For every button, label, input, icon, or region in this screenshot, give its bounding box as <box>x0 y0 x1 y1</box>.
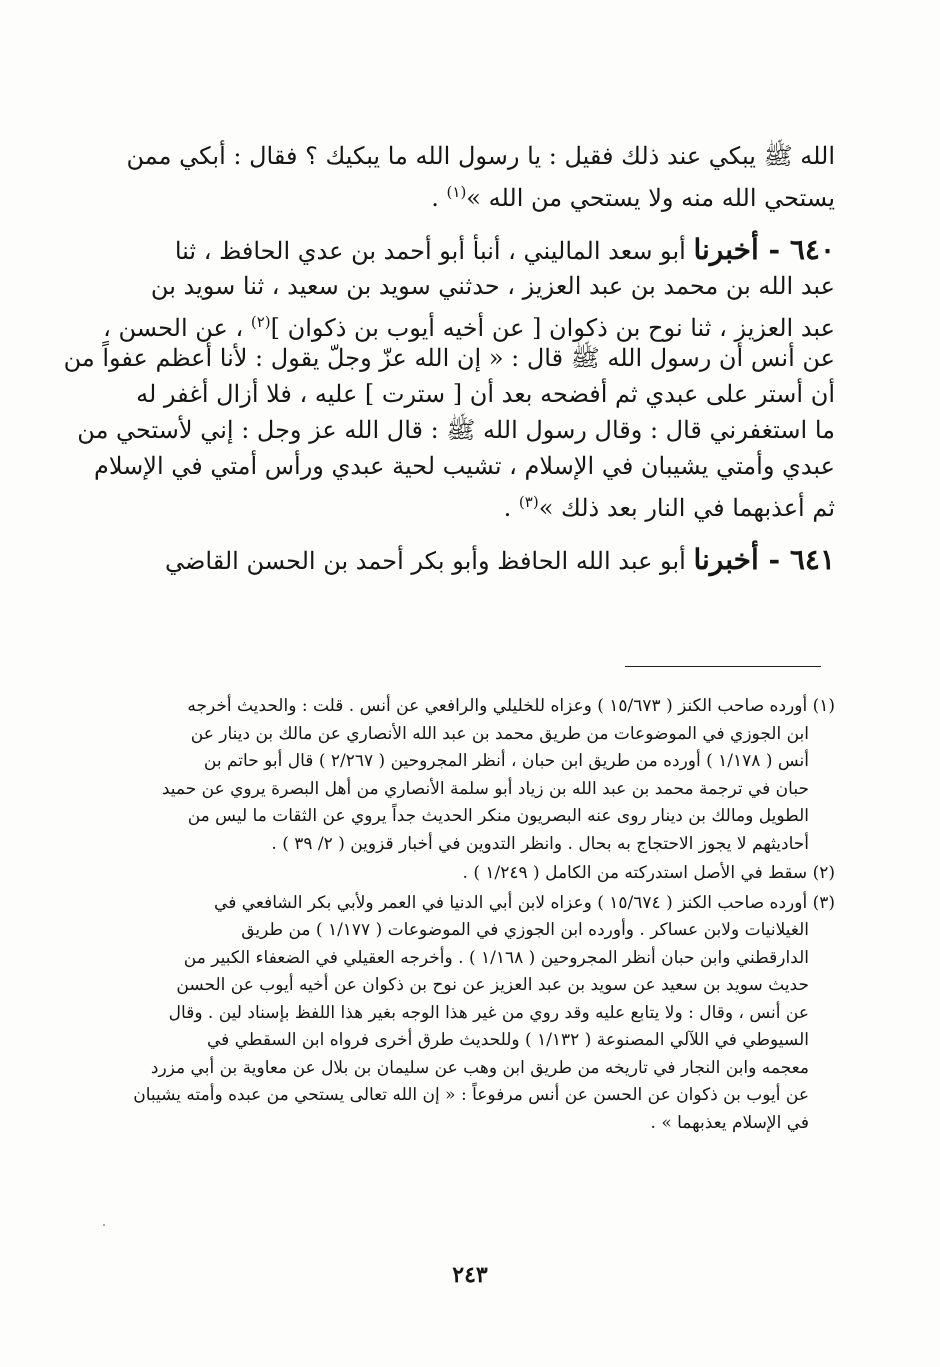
intro-line-1: الله ﷺ يبكي عند ذلك فقيل : يا رسول الله ما يبكيك ؟ فقال : أبكي ممن <box>126 142 835 170</box>
footnote-line: السيوطي في اللآلي المصنوعة ( ١/١٣٢ ) وللحديث طرق أخرى فرواه ابن السقطي في <box>207 1030 809 1050</box>
hadith-number: ٦٤٠ - <box>758 233 835 266</box>
hadith-640-line-1: ٦٤٠ - أخبرنا أبو سعد الماليني ، أنبأ أبو أحمد بن عدي الحافظ ، ثنا <box>174 233 835 266</box>
footnote-line: أنس ( ١/١٧٨ ) أورده من طريق ابن حبان ، أنظر المجروحين ( ٢/٢٦٧ ) قال أبو حاتم بن <box>203 751 809 771</box>
footnote-line: الدارقطني وابن حبان أنظر المجروحين ( ١/١٦٨ ) . وأخرجه العقيلي في الضعفاء الكبير من <box>183 947 809 968</box>
footnote-line: في الإسلام يعذبهما » . <box>650 1112 809 1133</box>
hadith-640-line-2: عبد الله بن محمد بن عبد العزيز ، حدثني سويد بن سعيد ، ثنا سويد بن <box>150 272 835 300</box>
footnote-line: الغيلانيات ولابن عساكر . وأورده ابن الجوزي في الموضوعات ( ١/١٧٧ ) من طريق <box>241 920 809 940</box>
footnote-ref-2[interactable]: (٢) <box>250 313 271 331</box>
footnote-ref-1[interactable]: (١) <box>446 183 467 201</box>
hadith-keyword: أخبرنا <box>693 543 759 576</box>
footnote-line: عن أيوب بن ذكوان عن الحسن عن أنس مرفوعاً : « إن الله تعالى يستحي من عبده وأمته يشيبان <box>133 1085 809 1105</box>
footnote-3 <box>135 890 835 1138</box>
footnote-line: حديث سويد بن سعيد عن سويد بن عبد العزيز عن نوح بن ذكوان عن أخيه أيوب عن الحسن <box>176 975 809 995</box>
hadith-keyword: أخبرنا <box>693 233 759 266</box>
footnote-line: (٣) أورده صاحب الكنز ( ١٥/٦٧٤ ) وعزاه لابن أبي الدنيا في العمر ولأبي بكر الشافعي في <box>214 892 835 913</box>
footnote-divider <box>625 666 821 667</box>
footnote-1 <box>135 693 835 858</box>
footnote-line: أحاديثهم لا يجوز الاحتجاج به بحال . وانظر التدوين في أخبار قزوين ( ٢/ ٣٩ ) . <box>271 833 809 854</box>
intro-line-2: يستحي الله منه ولا يستحي من الله »$^{(١)}$ . <box>431 183 835 212</box>
footnote-ref-3[interactable]: (٣) <box>518 493 539 511</box>
footnote-line: ابن الجوزي في الموضوعات من طريق محمد بن عبد الله الأنصاري عن مالك بن دينار عن <box>190 723 809 744</box>
hadith-640-line-7: عبدي وأمتي يشيبان في الإسلام ، تشيب لحية عبدي ورأس أمتي في الإسلام <box>93 452 835 480</box>
footnote-line: الطويل ومالك بن دينار روى عنه البصريون منكر الحديث جداً يروي عن الثقات ما ليس من <box>187 806 809 826</box>
footnote-line: (١) أورده صاحب الكنز ( ١٥/٦٧٣ ) وعزاه للخليلي والرافعي عن أنس . قلت : والحديث أخرجه <box>187 696 835 716</box>
hadith-number: ٦٤١ - <box>758 543 835 576</box>
hadith-640-line-5: أن أستر على عبدي ثم أفضحه بعد أن [ سترت ] عليه ، فلا أزال أغفر له <box>136 380 835 408</box>
footnote-line: (٢) سقط في الأصل استدركته من الكامل ( ١/٢٤٩ ) . <box>462 863 835 883</box>
hadith-640 <box>63 232 835 522</box>
footnote-line: حبان في ترجمة محمد بن عبد الله بن زياد أبو سلمة الأنصاري من أهل البصرة يروي عن حميد <box>161 778 809 799</box>
hadith-640-line-8: ثم أعذبهما في النار بعد ذلك »$^{(٣)}$ . <box>503 493 835 522</box>
hadith-641 <box>135 542 835 578</box>
hadith-641-line-1: ٦٤١ - أخبرنا أبو عبد الله الحافظ وأبو بكر أحمد بن الحسن القاضي <box>165 543 835 576</box>
footnote-line: معجمه وابن النجار في تاريخه من طريق ابن وهب عن سليمان بن بلال عن معاوية بن أبي مزرد <box>150 1057 809 1078</box>
footnote-line: عن أنس ، وقال : ولا يتابع عليه وقد روي من غير هذا الوجه بغير هذا اللفظ بإسناد لين . وقال <box>168 1002 809 1023</box>
footnotes <box>135 693 835 1139</box>
hadith-640-line-3: عبد العزيز ، ثنا نوح بن ذكوان [ عن أخيه أيوب بن ذكوان ]$^{(٢)}$ ، عن الحسن ، <box>103 313 835 342</box>
footnote-2 <box>135 860 835 888</box>
margin-speck <box>103 1224 105 1226</box>
hadith-640-line-4: عن أنس أن رسول الله ﷺ قال : « إن الله عزّ وجلّ يقول : لأنا أعظم عفواً من <box>63 344 835 372</box>
hadith-640-line-6: ما استغفرني قال : وقال رسول الله ﷺ : قال الله عز وجل : إني لأستحي من <box>77 416 835 444</box>
page-number: ٢٤٣ <box>452 1262 488 1288</box>
main-text <box>63 138 835 578</box>
